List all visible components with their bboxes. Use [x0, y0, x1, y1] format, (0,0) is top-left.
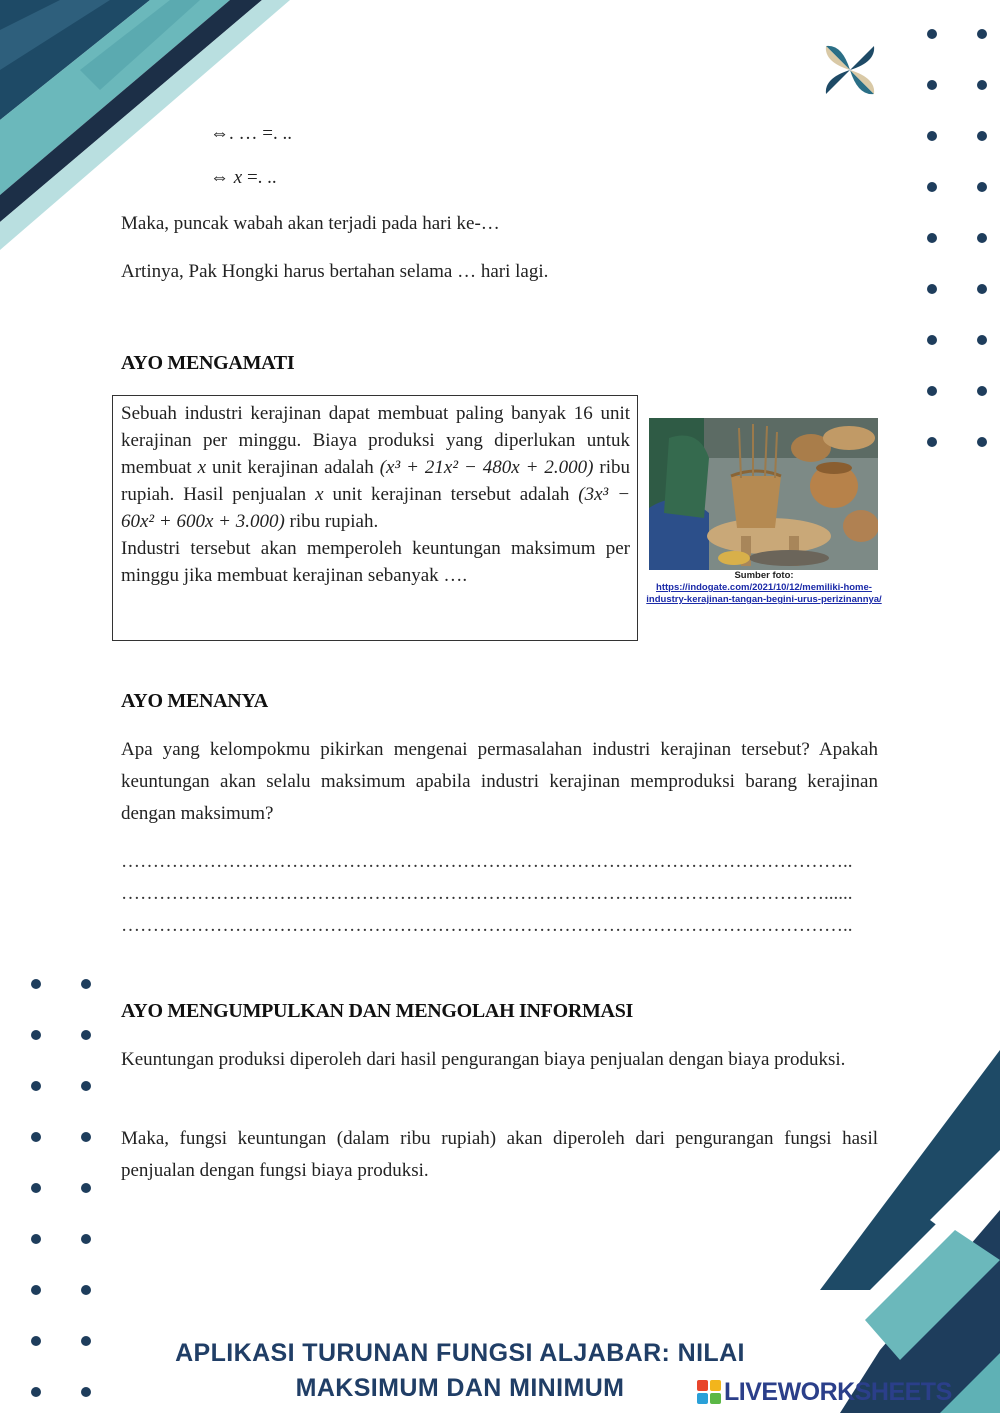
- collect-paragraph-1: Keuntungan produksi diperoleh dari hasil pengurangan biaya penjualan dengan biaya produksi.: [121, 1049, 846, 1070]
- footer-title-line-1: APLIKASI TURUNAN FUNGSI ALJABAR: NILAI: [175, 1339, 745, 1367]
- photo-source-label: Sumber foto:: [734, 570, 794, 581]
- ask-question: Apa yang kelompokmu pikirkan mengenai permasalahan industri kerajinan tersebut? Apakah keuntungan akan selalu maksimum apabila industri kerajinan memproduksi barang kerajinan dengan maksimum?: [121, 739, 878, 824]
- section-heading-ask: AYO MENANYA: [121, 690, 268, 712]
- craftsman-photo: [649, 418, 878, 570]
- liveworksheets-logo-icon: [697, 1380, 721, 1404]
- dot-grid-bottom-left: [24, 972, 104, 1402]
- survival-conclusion: Artinya, Pak Hongki harus bertahan selama … hari lagi.: [121, 261, 549, 282]
- footer-title-line-2: MAKSIMUM DAN MINIMUM: [295, 1374, 625, 1402]
- equation-variable: x: [233, 167, 243, 188]
- bottom-right-decoration: [780, 1020, 1000, 1413]
- problem-box: [112, 395, 638, 641]
- answer-line-1[interactable]: ……………………………………………………………………………………………………..: [121, 851, 853, 872]
- equation-line-1: ⇔. … =. ..: [210, 123, 292, 144]
- peak-conclusion: Maka, puncak wabah akan terjadi pada hari ke-…: [121, 213, 500, 234]
- answer-line-3[interactable]: ……………………………………………………………………………………………………..: [121, 915, 853, 936]
- photo-caption: [646, 570, 882, 606]
- equation-rest: =. ..: [242, 167, 277, 188]
- dot-grid-top-right: [920, 22, 1000, 452]
- liveworksheets-watermark: LIVEWORKSHEETS: [724, 1378, 952, 1406]
- cost-function: (x³ + 21x² − 480x + 2.000): [379, 457, 594, 478]
- problem-statement: Sebuah industri kerajinan dapat membuat paling banyak 16 unit kerajinan per minggu. Biaya produksi yang diperlukan untuk membuat x unit kerajinan adalah (x³ + 21x² − 480x + 2.000) ribu rupiah. Hasil penjualan x unit kerajinan tersebut adalah (3x³ − 60x² + 600x + 3.000) ribu rupiah.: [121, 403, 631, 532]
- problem-question: Industri tersebut akan memperoleh keuntungan maksimum per minggu jika membuat kerajinan sebanyak ….: [121, 538, 630, 586]
- collect-paragraph-2: Maka, fungsi keuntungan (dalam ribu rupiah) akan diperoleh dari pengurangan fungsi hasil penjualan dengan fungsi biaya produksi.: [121, 1128, 878, 1181]
- photo-source-link[interactable]: https://indogate.com/2021/10/12/memiliki-home-industry-kerajinan-tangan-begini-urus-perizinannya/: [646, 582, 882, 605]
- footer-title: [150, 1336, 770, 1406]
- answer-line-2[interactable]: …………………………………………………………………………………………………......: [121, 883, 853, 904]
- basket-weaving-illustration: [649, 418, 878, 570]
- section-heading-observe: AYO MENGAMATI: [121, 352, 295, 374]
- revenue-function: (3x³ − 60x² + 600x + 3.000): [121, 484, 631, 532]
- equation-line-2: [210, 164, 277, 191]
- section-heading-collect: AYO MENGUMPULKAN DAN MENGOLAH INFORMASI: [121, 1000, 634, 1022]
- brand-logo-icon: [820, 40, 880, 100]
- equivalence-symbol: ⇔: [210, 167, 234, 188]
